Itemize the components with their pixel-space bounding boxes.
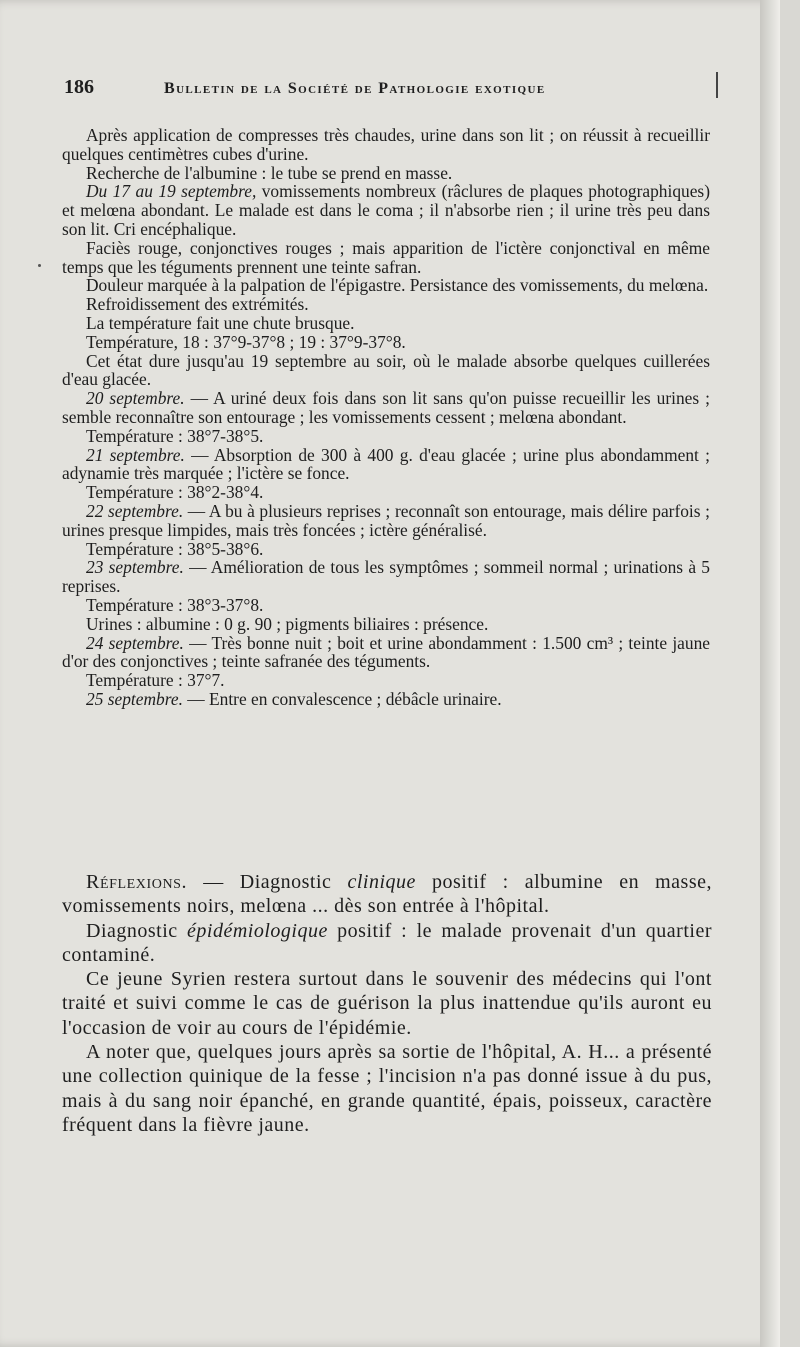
date-label: 21 septembre. xyxy=(86,444,185,465)
temperature-line: Température : 38°7-38°5. xyxy=(86,425,264,446)
urine-line: Urines : albumine : 0 g. 90 ; pigments biliaires : présence. xyxy=(86,613,489,634)
date-label: 24 septembre. xyxy=(86,632,184,653)
day-entry: 20 septembre. — A uriné deux fois dans son lit sans qu'on puisse recueillir les urines ; semble reconnaître son entourage ; les vomissements cessent ; melœna abondant. xyxy=(62,388,710,427)
paragraph: Faciès rouge, conjonctives rouges ; mais apparition de l'ictère conjonctival en même temps que les téguments prennent une teinte safran. xyxy=(62,237,710,277)
temperature-line: Température : 38°5-38°6. xyxy=(86,538,264,559)
date-label: 25 septembre. xyxy=(86,688,183,709)
page-number: 186 xyxy=(64,76,94,98)
paragraph: Cet état dure jusqu'au 19 septembre au soir, où le malade absorbe quelques cuillerées d'eau glacée. xyxy=(62,350,710,390)
page-edge xyxy=(760,0,780,1347)
paragraph: Du 17 au 19 septembre, vomissements nombreux (râclures de plaques photographiques) et melœna abondant. Le malade est dans le coma ; il n'absorbe rien ; il urine très peu dans son lit. Cri encéphalique. xyxy=(62,181,710,239)
date-label: 20 septembre. xyxy=(86,388,185,409)
paragraph: Refroidissement des extrémités. xyxy=(86,294,309,315)
section-label: Réflexions. xyxy=(86,871,188,893)
clinical-journal xyxy=(62,126,710,709)
day-entry: 25 septembre. — Entre en convalescence ; débâcle urinaire. xyxy=(86,688,502,709)
reflexions-section xyxy=(62,870,712,1137)
paragraph: Ce jeune Syrien restera surtout dans le souvenir des médecins qui l'ont traité et suivi comme le cas de guérison la plus inattendue qu'ils auront eu l'occasion de voir au cours de l'épidémie. xyxy=(62,968,712,1039)
paragraph: Recherche de l'albumine : le tube se prend en masse. xyxy=(86,162,453,183)
temperature-line: Température : 38°2-38°4. xyxy=(86,482,264,503)
running-header xyxy=(64,76,724,106)
temperature-line: Température : 38°3-37°8. xyxy=(86,594,264,615)
paragraph: Après application de compresses très chaudes, urine dans son lit ; on réussit à recueillir quelques centimètres cubes d'urine. xyxy=(62,125,710,164)
paragraph: Réflexions. — Diagnostic clinique positif : albumine en masse, vomissements noirs, melœna ... dès son entrée à l'hôpital. xyxy=(62,871,712,918)
day-entry: 22 septembre. — A bu à plusieurs reprises ; reconnaît son entourage, mais délire parfois ; urines presque limpides, mais très foncées ; ictère généralisé. xyxy=(62,500,710,540)
paragraph: A noter que, quelques jours après sa sortie de l'hôpital, A. H... a présenté une collection quinique de la fesse ; l'incision n'a pas donné issue à du pus, mais à du sang noir épanché, en grande quantité, épais, poisseux, caractère fréquent dans la fièvre jaune. xyxy=(62,1041,712,1136)
day-entry: 23 septembre. — Amélioration de tous les symptômes ; sommeil normal ; urinations à 5 reprises. xyxy=(62,557,710,597)
temperature-line: Température : 37°7. xyxy=(86,670,225,691)
paragraph: La température fait une chute brusque. xyxy=(86,312,355,333)
date-label: 23 septembre. xyxy=(86,557,184,578)
day-entry: 21 septembre. — Absorption de 300 à 400 g. d'eau glacée ; urine plus abondamment ; adynamie très marquée ; l'ictère se fonce. xyxy=(62,444,710,484)
paragraph: Douleur marquée à la palpation de l'épigastre. Persistance des vomissements, du melœna. xyxy=(86,275,709,296)
day-entry: 24 septembre. — Très bonne nuit ; boit et urine abondamment : 1.500 cm³ ; teinte jaune d'or des conjonctives ; teinte safranée des téguments. xyxy=(62,632,710,672)
margin-rule xyxy=(716,72,718,98)
journal-title: Bulletin de la Société de Pathologie exotique xyxy=(164,80,546,97)
paragraph: Diagnostic épidémiologique positif : le malade provenait d'un quartier contaminé. xyxy=(62,919,712,966)
paragraph: Température, 18 : 37°9-37°8 ; 19 : 37°9-37°8. xyxy=(86,331,406,352)
date-label: Du 17 au 19 septembre, xyxy=(86,181,257,202)
margin-speck xyxy=(38,264,41,267)
date-label: 22 septembre. xyxy=(86,500,184,521)
